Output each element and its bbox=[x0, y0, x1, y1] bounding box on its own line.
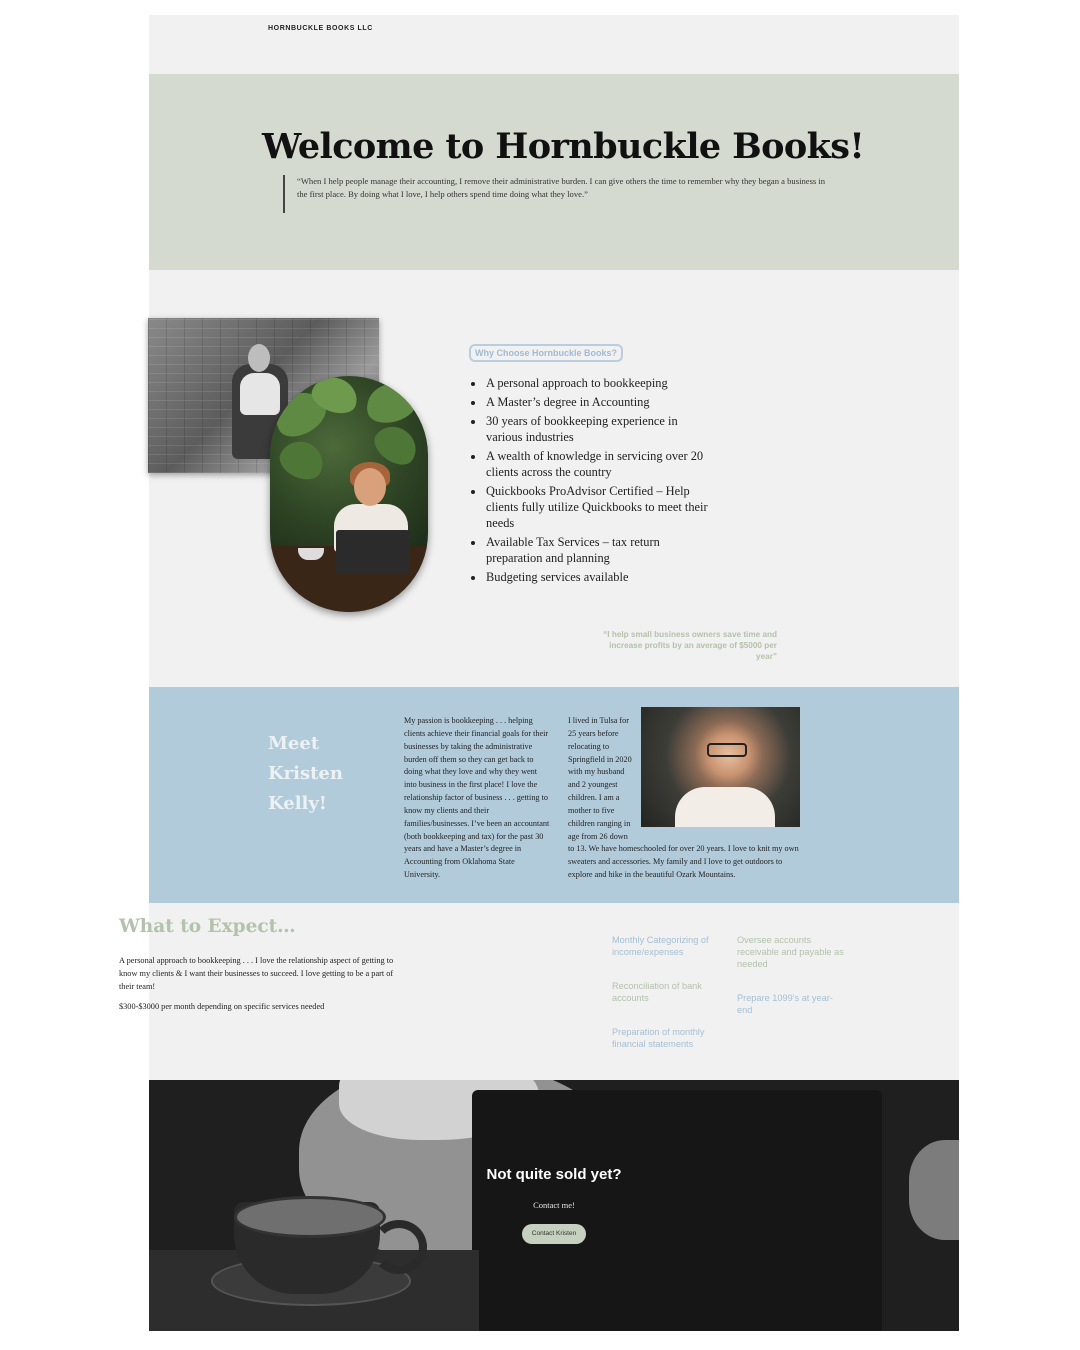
why-choose-list bbox=[472, 376, 717, 589]
contact-cta-section bbox=[149, 1080, 959, 1331]
expect-title: What to Expect… bbox=[119, 916, 296, 937]
bio-paragraph-1: My passion is bookkeeping . . . helping clients achieve their financial goals for their businesses by taking the administrative burden off them so they can get back to doing what they love and why they went into business in the first place! I love the relationship factor of business . . . getting to know my clients and their families/businesses. I’ve been an accountant (both bookkeeping and tax) for the past 30 years and have a Master’s degree in Accounting from Oklahoma State University. bbox=[404, 716, 550, 880]
hero-quote: “When I help people manage their accounting, I remove their administrative burden. I can give others the time to remember why they began a business in the first place. By doing what I love, I help others spend time doing what they love.” bbox=[283, 175, 827, 213]
why-choose-badge: Why Choose Hornbuckle Books? bbox=[469, 344, 623, 362]
bio-paragraph-2-container bbox=[568, 715, 800, 882]
site-header bbox=[149, 15, 959, 74]
page-title: Welcome to Hornbuckle Books! bbox=[262, 126, 865, 167]
meet-section bbox=[149, 687, 959, 903]
cta-subtitle: Contact me! bbox=[533, 1200, 575, 1210]
cta-title: Not quite sold yet? bbox=[486, 1166, 622, 1183]
list-item: • A wealth of knowledge in servicing over 20 clients across the country bbox=[485, 449, 717, 480]
service-item: Oversee accounts receivable and payable as needed bbox=[737, 935, 844, 970]
service-item: Monthly Categorizing of income/expenses bbox=[612, 935, 709, 958]
background-photo-laptop bbox=[472, 1090, 882, 1331]
portrait-laptop-photo bbox=[270, 376, 428, 612]
brand-name[interactable]: HORNBUCKLE BOOKS LLC bbox=[268, 25, 373, 32]
savings-quote: “I help small business owners save time and increase profits by an average of $5000 per year” bbox=[603, 630, 777, 661]
list-item: • A personal approach to bookkeeping bbox=[485, 376, 717, 392]
expect-body bbox=[119, 955, 409, 1022]
service-item: Preparation of monthly financial statements bbox=[612, 1027, 705, 1050]
bio-paragraph-2: I lived in Tulsa for 25 years before relocating to Springfield in 2020 with my husband and 2 youngest children. I am a mother to five children ranging in age from 26 down to 13. We have homeschooled for over 20 years. I love to knit my own sweaters and accessories. My family and I love to get outdoors to explore and hike in the beautiful Ozark Mountains. bbox=[568, 716, 799, 880]
meet-title: Meet Kristen Kelly! bbox=[268, 733, 343, 814]
list-item: • Quickbooks ProAdvisor Certified – Help clients fully utilize Quickbooks to meet their needs bbox=[485, 484, 717, 531]
hero-section bbox=[149, 74, 959, 270]
list-item: • 30 years of bookkeeping experience in various industries bbox=[485, 414, 717, 445]
expect-price: $300-$3000 per month depending on specific services needed bbox=[119, 1002, 325, 1012]
list-item: • Budgeting services available bbox=[485, 570, 717, 586]
list-item: • A Master’s degree in Accounting bbox=[485, 395, 717, 411]
list-item: • Available Tax Services – tax return preparation and planning bbox=[485, 535, 717, 566]
expect-description: A personal approach to bookkeeping . . . I love the relationship aspect of getting to know my clients & I want their businesses to succeed. I love getting to be a part of their team! bbox=[119, 956, 394, 991]
service-item: Reconciliation of bank accounts bbox=[612, 981, 702, 1004]
service-item: Prepare 1099’s at year-end bbox=[737, 993, 833, 1016]
kristen-portrait-photo bbox=[641, 707, 800, 827]
contact-kristen-button[interactable]: Contact Kristen bbox=[522, 1224, 586, 1244]
